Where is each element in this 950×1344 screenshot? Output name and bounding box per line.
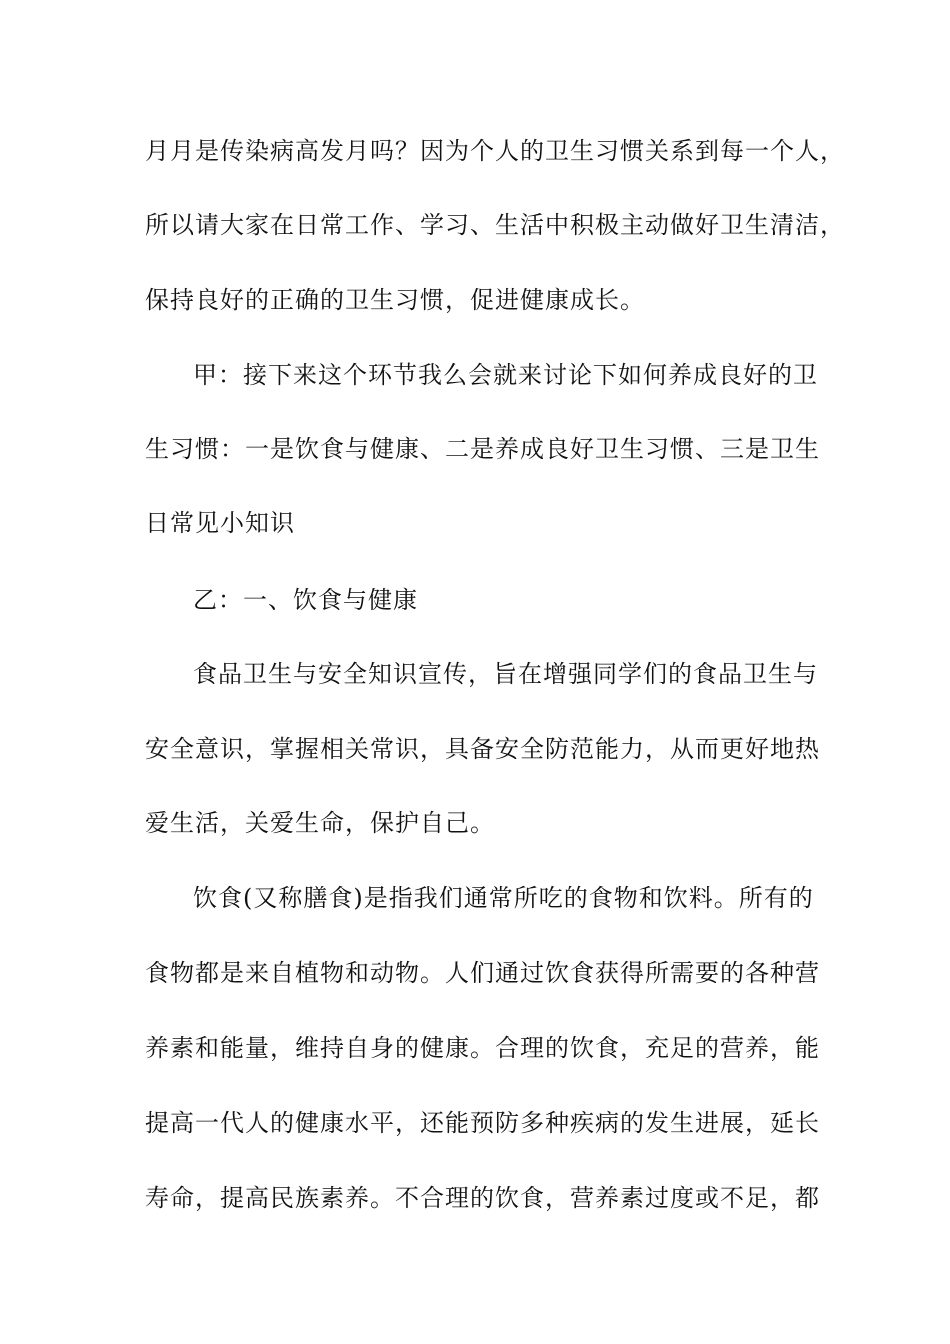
paragraph-first-line: 饮食(又称膳食)是指我们通常所吃的食物和饮料。所有的: [193, 884, 814, 912]
paragraph-first-line: 甲：接下来这个环节我么会就来讨论下如何养成良好的卫: [193, 361, 818, 389]
text-line: 爱生活，关爱生命，保护自己。: [145, 809, 495, 837]
text-line: 养素和能量，维持自身的健康。合理的饮食，充足的营养，能: [145, 1034, 820, 1062]
text-line: 食物都是来自植物和动物。人们通过饮食获得所需要的各种营: [145, 959, 820, 987]
text-line: 月月是传染病高发月吗？因为个人的卫生习惯关系到每一个人，: [145, 137, 845, 165]
text-line: 生习惯：一是饮食与健康、二是养成良好卫生习惯、三是卫生: [145, 435, 820, 463]
section-heading: 乙：一、饮食与健康: [193, 586, 418, 614]
text-line: 所以请大家在日常工作、学习、生活中积极主动做好卫生清洁，: [145, 211, 845, 239]
text-line: 提高一代人的健康水平，还能预防多种疾病的发生进展，延长: [145, 1109, 820, 1137]
text-line: 安全意识，掌握相关常识，具备安全防范能力，从而更好地热: [145, 735, 820, 763]
text-line: 日常见小知识: [145, 509, 295, 537]
paragraph-first-line: 食品卫生与安全知识宣传，旨在增强同学们的食品卫生与: [193, 660, 818, 688]
text-line: 寿命，提高民族素养。不合理的饮食，营养素过度或不足，都: [145, 1184, 820, 1212]
text-line: 保持良好的正确的卫生习惯，促进健康成长。: [145, 286, 645, 314]
